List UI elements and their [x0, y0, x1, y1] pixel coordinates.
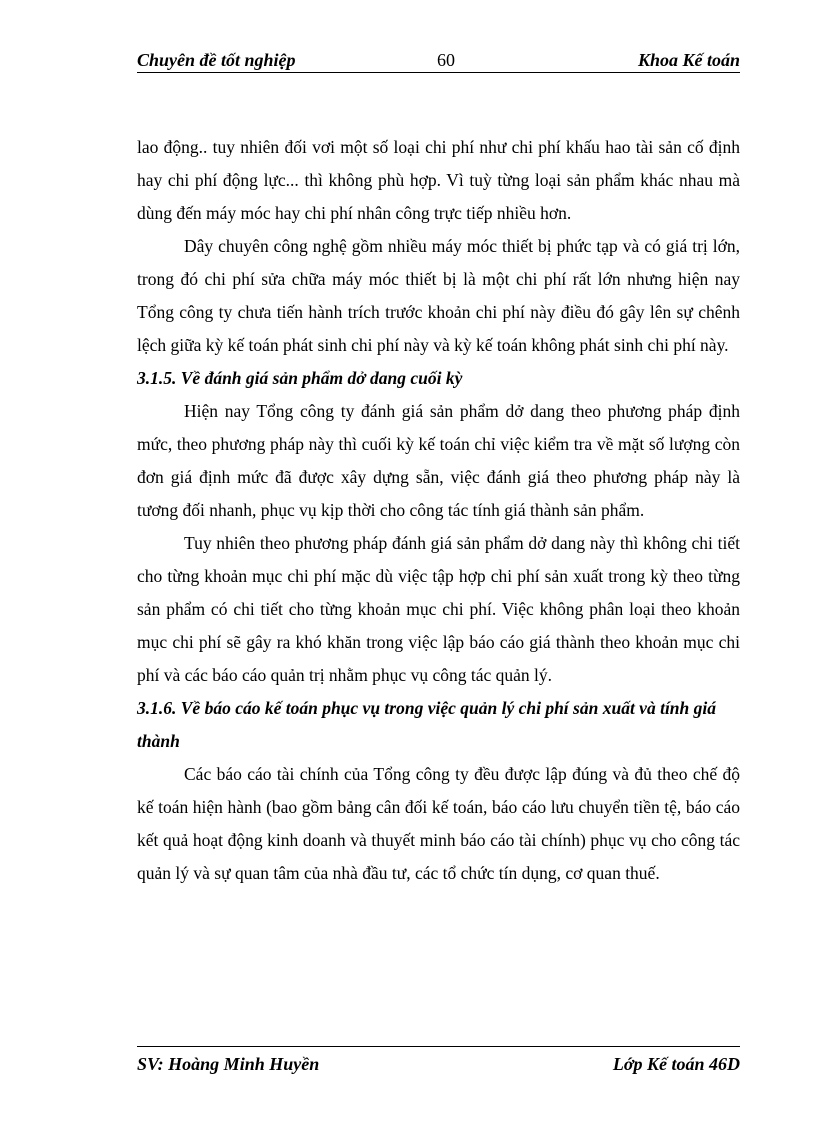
paragraph-2: Dây chuyên công nghệ gồm nhiều máy móc thiết bị phức tạp và có giá trị lớn, trong đó chi phí sửa chữa máy móc thiết bị là một chi phí rất lớn nhưng hiện nay Tổng công ty chưa tiến hành trích trước khoản chi phí này điều đó gây lên sự chênh lệch giữa kỳ kế toán phát sinh chi phí này và kỳ kế toán không phát sinh chi phí này. [137, 236, 740, 355]
paragraph-1: lao động.. tuy nhiên đối vơi một số loại chi phí như chi phí khấu hao tài sản cố định hay chi phí động lực... thì không phù hợp. Vì tuỳ từng loại sản phẩm khác nhau mà dùng đến máy móc hay chi phí nhân công trực tiếp nhiều hơn. [137, 137, 740, 223]
paragraph-5: Các báo cáo tài chính của Tổng công ty đều được lập đúng và đủ theo chế độ kế toán hiện hành (bao gồm bảng cân đối kế toán, báo cáo lưu chuyển tiền tệ, báo cáo kết quả hoạt động kinh doanh và thuyết minh báo cáo tài chính) phục vụ cho công tác quản lý và sự quan tâm của nhà đầu tư, các tổ chức tín dụng, cơ quan thuế. [137, 764, 740, 883]
document-body [137, 131, 740, 890]
header-title: Chuyên đề tốt nghiệp [137, 50, 296, 70]
page-number: 60 [437, 50, 455, 70]
page-footer [137, 1046, 740, 1077]
section-heading-3-1-6: 3.1.6. Về báo cáo kế toán phục vụ trong việc quản lý chi phí sản xuất và tính giá thành [137, 698, 717, 751]
header-department: Khoa Kế toán [637, 50, 740, 70]
paragraph-3: Hiện nay Tổng công ty đánh giá sản phẩm dở dang theo phương pháp định mức, theo phương pháp này thì cuối kỳ kế toán chỉ việc kiểm tra về mặt số lượng còn đơn giá định mức đã được xây dựng sẵn, việc đánh giá theo phương pháp này là tương đối nhanh, phục vụ kịp thời cho công tác tính giá thành sản phẩm. [137, 401, 740, 520]
paragraph-4: Tuy nhiên theo phương pháp đánh giá sản phẩm dở dang này thì không chi tiết cho từng khoản mục chi phí mặc dù việc tập hợp chi phí sản xuất trong kỳ theo từng sản phẩm có chi tiết cho từng khoản mục chi phí. Việc không phân loại theo khoản mục chi phí sẽ gây ra khó khăn trong việc lập báo cáo giá thành theo khoản mục chi phí và các báo cáo quản trị nhằm phục vụ công tác quản lý. [137, 533, 740, 685]
footer-class: Lớp Kế toán 46D [612, 1054, 740, 1074]
footer-student-name: SV: Hoàng Minh Huyền [137, 1054, 320, 1074]
page-header [137, 48, 740, 73]
section-heading-3-1-5: 3.1.5. Về đánh giá sản phẩm dở dang cuối kỳ [137, 368, 463, 388]
